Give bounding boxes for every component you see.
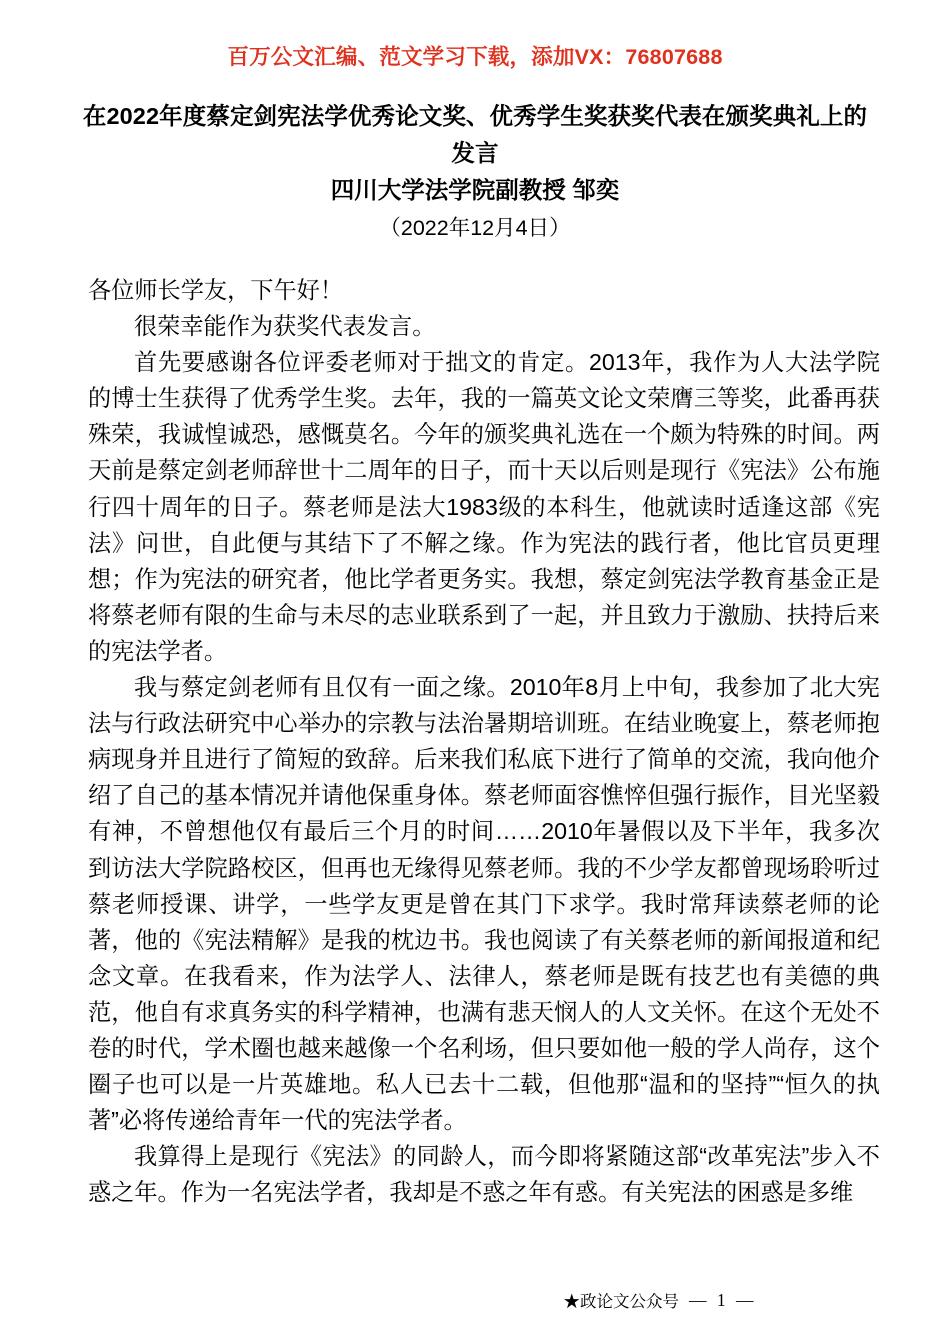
document-author: 四川大学法学院副教授 邹奕 [330, 177, 620, 203]
page-number: — 1 — [689, 1289, 757, 1310]
document-body [88, 272, 880, 1210]
title-block [72, 98, 878, 247]
paragraph-thanks: 首先要感谢各位评委老师对于拙文的肯定。2013年，我作为人大法学院的博士生获得了优秀学生奖。去年，我的一篇英文论文荣膺三等奖，此番再获殊荣，我诚惶诚恐，感慨莫名。今年的颁奖典礼选在一个颇为特殊的时间。两天前是蔡定剑老师辞世十二周年的日子，而十天以后则是现行《宪法》公布施行四十周年的日子。蔡老师是法大1983级的本科生，他就读时适逢这部《宪法》问世，自此便与其结下了不解之缘。作为宪法的践行者，他比官员更理想；作为宪法的研究者，他比学者更务实。我想，蔡定剑宪法学教育基金正是将蔡老师有限的生命与未尽的志业联系到了一起，并且致力于激励、扶持后来的宪法学者。 [88, 349, 880, 664]
footer-watermark: ★政论文公众号 [563, 1292, 679, 1311]
document-date: （2022年12月4日） [379, 216, 571, 240]
promo-banner: 百万公文汇编、范文学习下载，添加VX：76807688 [227, 45, 723, 69]
paragraph-memory: 我与蔡定剑老师有且仅有一面之缘。2010年8月上中旬，我参加了北大宪法与行政法研究中心举办的宗教与法治暑期培训班。在结业晚宴上，蔡老师抱病现身并且进行了简短的致辞。后来我们私底下进行了简单的交流，我向他介绍了自己的基本情况并请他保重身体。蔡老师面容憔悴但强行振作，目光坚毅有神，不曾想他仅有最后三个月的时间……2010年暑假以及下半年，我多次到访法大学院路校区，但再也无缘得见蔡老师。我的不少学友都曾现场聆听过蔡老师授课、讲学，一些学友更是曾在其门下求学。我时常拜读蔡老师的论著，他的《宪法精解》是我的枕边书。我也阅读了有关蔡老师的新闻报道和纪念文章。在我看来，作为法学人、法律人，蔡老师是既有技艺也有美德的典范，他自有求真务实的科学精神，也满有悲天悯人的人文关怀。在这个无处不卷的时代，学术圈也越来越像一个名利场，但只要如他一般的学人尚存，这个圈子也可以是一片英雄地。私人已去十二载，但他那“温和的坚持”“恒久的执著”必将传递给青年一代的宪法学者。 [88, 674, 880, 1134]
page-footer [0, 1288, 950, 1312]
paragraph-greeting: 各位师长学友，下午好！ [88, 277, 344, 303]
paragraph-honor: 很荣幸能作为获奖代表发言。 [134, 313, 436, 340]
paragraph-reflection: 我算得上是现行《宪法》的同龄人，而今即将紧随这部“改革宪法”步入不惑之年。作为一名宪法学者，我却是不惑之年有惑。有关宪法的困惑是多维 [88, 1143, 880, 1206]
page-title: 在2022年度蔡定剑宪法学优秀论文奖、优秀学生奖获奖代表在颁奖典礼上的发言 [82, 103, 868, 166]
footer-inner [564, 1288, 757, 1312]
